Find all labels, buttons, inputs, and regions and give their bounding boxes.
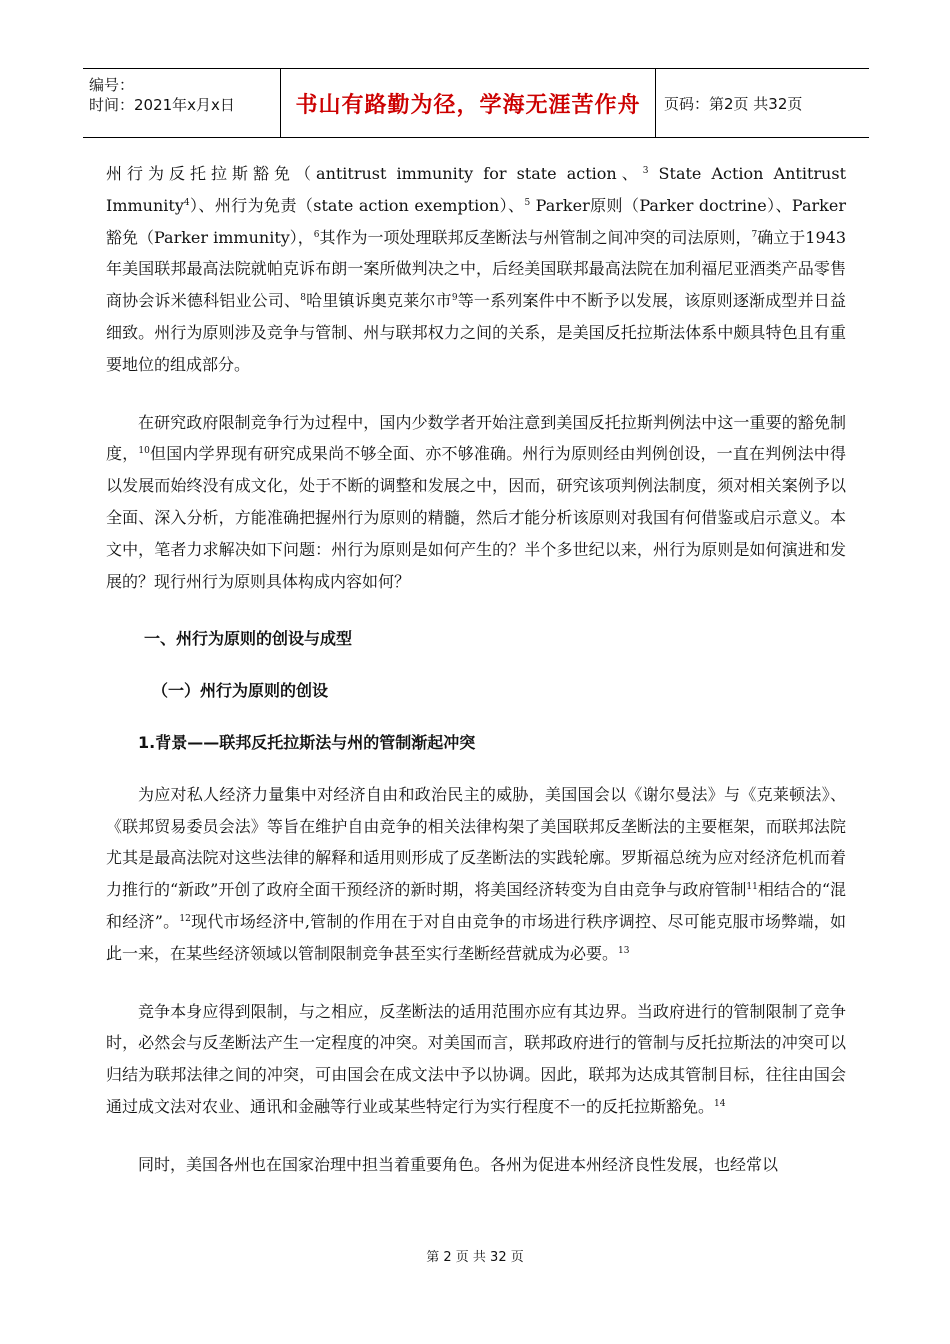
- text-segment: 现代市场经济中,管制的作用在于对自由竞争的市场进行秩序调控、尽可能克服市场弊端，如此一来，在某些经济领域以管制限制竞争甚至实行垄断经营就成为必要。: [106, 911, 846, 963]
- page-header: [83, 68, 869, 138]
- footnote-ref: 8: [300, 293, 306, 304]
- footnote-ref: 13: [618, 945, 630, 956]
- text-segment: Parker原则（Parker doctrine）、Parker豁免（Parker immunity），: [106, 195, 846, 247]
- footnote-ref: 14: [714, 1098, 726, 1109]
- document-body: [106, 158, 846, 1181]
- footnote-ref: 9: [451, 293, 458, 304]
- heading-section-1: 一、州行为原则的创设与成型: [144, 629, 353, 649]
- heading-subsection-1: （一）州行为原则的创设: [152, 681, 329, 701]
- text-segment: 州行为反托拉斯豁免（antitrust immunity for state action、: [106, 164, 643, 183]
- text-segment: 哈里镇诉奥克莱尔市: [305, 291, 452, 311]
- footnote-ref: 3: [642, 166, 649, 176]
- number-label: 编号：: [89, 76, 135, 94]
- text-segment: 等一系列案件中不断予以发展，该原则逐渐成型并日益细致。州行为原则涉及竞争与管制、州与联邦权力之间的关系，是美国反托拉斯法体系中颇具特色且有重要地位的组成部分。: [106, 291, 846, 374]
- footnote-ref: 5: [524, 197, 531, 208]
- text-segment: ）、州行为免责（state action exemption）、: [189, 195, 525, 215]
- header-motto: 书山有路勤为径，学海无涯苦作舟: [281, 69, 656, 137]
- text-segment: 其作为一项处理联邦反垄断法与州管制之间冲突的司法原则，: [319, 227, 752, 247]
- text-segment: 但国内学界现有研究成果尚不够全面、亦不够准确。州行为原则经由判例创设，一直在判例法中得以发展而始终没有成文化，处于不断的调整和发展之中，因而，研究该项判例法制度，须对相关案例予以全面、深入分析，方能准确把握州行为原则的精髓，然后才能分析该原则对我国有何借鉴或启示意义。本文中，笔者力求解决如下问题：州行为原则是如何产生的？半个多世纪以来，州行为原则是如何演进和发展的？现行州行为原则具体构成内容如何？: [106, 444, 846, 591]
- text-segment: 同时，美国各州也在国家治理中担当着重要角色。各州为促进本州经济良性发展，也经常以: [138, 1154, 779, 1174]
- footnote-ref: 10: [138, 446, 150, 457]
- text-segment: 在研究政府限制竞争行为过程中，国内少数学者开始注意到美国反托拉斯判例法中这一重要的豁免制度，: [106, 412, 846, 464]
- footnote-ref: 12: [179, 913, 191, 924]
- page-footer: 第 2 页 共 32 页: [426, 1250, 524, 1265]
- paragraph-1: [106, 158, 846, 381]
- footnote-ref: 6: [313, 229, 320, 240]
- header-meta: [83, 69, 281, 137]
- text-segment: 竞争本身应得到限制，与之相应，反垄断法的适用范围亦应有其边界。当政府进行的管制限制了竞争时，必然会与反垄断法产生一定程度的冲突。对美国而言，联邦政府进行的管制与反托拉斯法的冲突可以归结为联邦法律之间的冲突，可由国会在成文法中予以协调。因此，联邦为达成其管制目标，往往由国会通过成文法对农业、通讯和金融等行业或某些特定行为实行程度不一的反托拉斯豁免。: [106, 1001, 846, 1116]
- paragraph-5: [106, 1149, 846, 1181]
- text-segment: State Action Antitrust Immunity: [106, 164, 846, 215]
- paragraph-3: [106, 779, 846, 970]
- footnote-ref: 4: [183, 197, 190, 208]
- paragraph-4: [106, 996, 846, 1123]
- text-segment: 为应对私人经济力量集中对经济自由和政治民主的威胁，美国国会以《谢尔曼法》与《克莱顿法》、《联邦贸易委员会法》等旨在维护自由竞争的相关法律构架了美国联邦反垄断法的主要框架，而联邦法院尤其是最高法院对这些法律的解释和适用则形成了反垄断法的实践轮廓。罗斯福总统为应对经济危机而着力推行的“新政”开创了政府全面干预经济的新时期，将美国经济转变为自由竞争与政府管制: [106, 784, 846, 900]
- time-label: 时间：2021年x月x日: [89, 96, 235, 114]
- text-segment: 相结合的“混和经济”。: [106, 880, 847, 931]
- heading-item-1: 1.背景——联邦反托拉斯法与州的管制渐起冲突: [138, 732, 476, 752]
- text-segment: 确立于1943年美国联邦最高法院就帕克诉布朗一案所做判决之中，后经美国联邦最高法院在加利福尼亚酒类产品零售商协会诉米德科铝业公司、: [106, 227, 847, 311]
- footnote-ref: 7: [751, 229, 758, 240]
- page-indicator: 页码：第2页 共32页: [664, 94, 803, 113]
- paragraph-2: [106, 407, 846, 598]
- footnote-ref: 11: [746, 882, 758, 893]
